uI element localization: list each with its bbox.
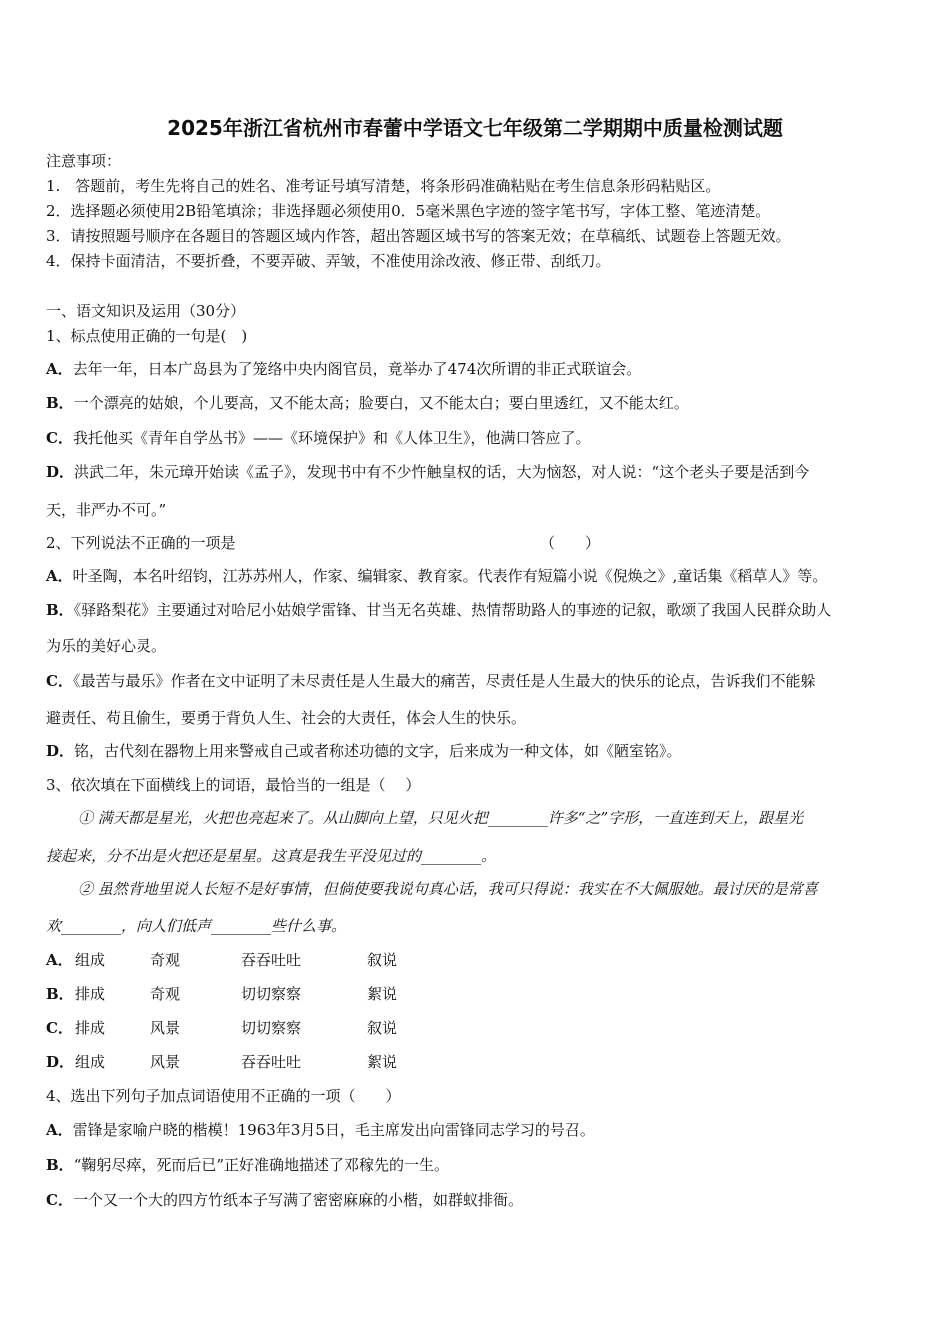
page-title: 2025年浙江省杭州市春蕾中学语文七年级第二学期期中质量检测试题 [167,116,783,140]
option-word: 絮说 [367,985,398,1003]
option-c-continued: 避责任、苟且偷生，要勇于背负人生、社会的大责任，体会人生的快乐。 [46,709,527,727]
option-label: B． [46,985,74,1003]
option-word: 叙说 [367,951,398,969]
question-stem: 4、选出下列句子加点词语使用不正确的一项（ ） [46,1087,401,1105]
option-d: D．铭，古代刻在器物上用来警戒自己或者称述功德的文字，后来成为一种文体，如《陋室铭》。 [46,742,682,760]
option-d: D．洪武二年，朱元璋开始读《孟子》，发现书中有不少忤触皇权的话，大为恼怒，对人说：“这个老头子要是活到今 [46,463,810,481]
option-word: 奇观 [150,985,181,1003]
question-stem: 2、下列说法不正确的一项是 [46,534,236,552]
option-b: B．《驿路梨花》主要通过对哈尼小姑娘学雷锋、甘当无名英雄、热情帮助路人的事迹的记叙，歌颂了我国人民群众助人 [46,601,832,619]
option-label: C． [46,1019,73,1037]
option-word: 奇观 [150,951,181,969]
passage-1-continued: 接起来，分不出是火把还是星星。这真是我生平没见过的________。 [46,847,497,865]
passage-2: ② 虽然背地里说人长短不是好事情，但倘使要我说句真心话，我可只得说：我实在不大佩服她。最讨厌的是常喜 [78,880,818,898]
option-word: 吞吞吐吐 [241,951,302,969]
option-b: B．“鞠躬尽瘁，死而后已”正好准确地描述了邓稼先的一生。 [46,1156,450,1174]
option-word: 叙说 [367,1019,398,1037]
question-stem: 3、依次填在下面横线上的词语，最恰当的一组是（ ） [46,776,421,794]
notice-item: 2．选择题必须使用2B铅笔填涂；非选择题必须使用0．5毫米黑色字迹的签字笔书写，字体工整、笔迹清楚。 [46,202,771,220]
option-word: 排成 [75,985,106,1003]
option-c: C．一个又一个大的四方竹纸本子写满了密密麻麻的小楷，如群蚁排衙。 [46,1191,523,1209]
option-label: D． [46,1053,75,1071]
option-word: 吞吞吐吐 [241,1053,302,1071]
option-d-continued: 天，非严办不可。” [46,501,167,519]
passage-1: ① 满天都是星光，火把也亮起来了。从山脚向上望，只见火把________许多“之”字形，一直连到天上，跟星光 [78,809,804,827]
option-c: C．《最苦与最乐》作者在文中证明了未尽责任是人生最大的痛苦，尽责任是人生最大的快乐的论点，告诉我们不能躲 [46,672,816,690]
answer-paren: （ ） [540,534,601,552]
notice-item: 4．保持卡面清洁，不要折叠，不要弄破、弄皱，不准使用涂改液、修正带、刮纸刀。 [46,252,611,270]
section-heading: 一、语文知识及运用（30分） [46,302,246,320]
notice-item: 3．请按照题号顺序在各题目的答题区域内作答，超出答题区域书写的答案无效；在草稿纸、试题卷上答题无效。 [46,227,791,245]
passage-2-continued: 欢________，向人们低声________些什么事。 [46,917,347,935]
notice-heading: 注意事项： [46,152,122,170]
option-word: 絮说 [367,1053,398,1071]
option-word: 组成 [75,1053,106,1071]
option-b: B．一个漂亮的姑娘，个儿要高，又不能太高；脸要白，又不能太白；要白里透红，又不能太红。 [46,394,689,412]
option-word: 排成 [75,1019,106,1037]
option-word: 切切察察 [241,1019,302,1037]
option-a: A．雷锋是家喻户晓的楷模！1963年3月5日，毛主席发出向雷锋同志学习的号召。 [46,1121,595,1139]
option-a: A．叶圣陶，本名叶绍钧，江苏苏州人，作家、编辑家、教育家。代表作有短篇小说《倪焕之》,童话集《稻草人》等。 [46,567,828,585]
option-word: 切切察察 [241,985,302,1003]
option-c: C．我托他买《青年自学丛书》——《环境保护》和《人体卫生》，他满口答应了。 [46,429,591,447]
option-word: 风景 [150,1053,181,1071]
option-a: A．去年一年，日本广岛县为了笼络中央内阁官员，竟举办了474次所谓的非正式联谊会。 [46,360,642,378]
option-word: 风景 [150,1019,181,1037]
question-stem: 1、标点使用正确的一句是( ) [46,327,248,345]
option-word: 组成 [75,951,106,969]
notice-item: 1. 答题前，考生先将自己的姓名、准考证号填写清楚，将条形码准确粘贴在考生信息条形码粘贴区。 [46,177,721,195]
option-label: A． [46,951,73,969]
option-b-continued: 为乐的美好心灵。 [46,637,167,655]
